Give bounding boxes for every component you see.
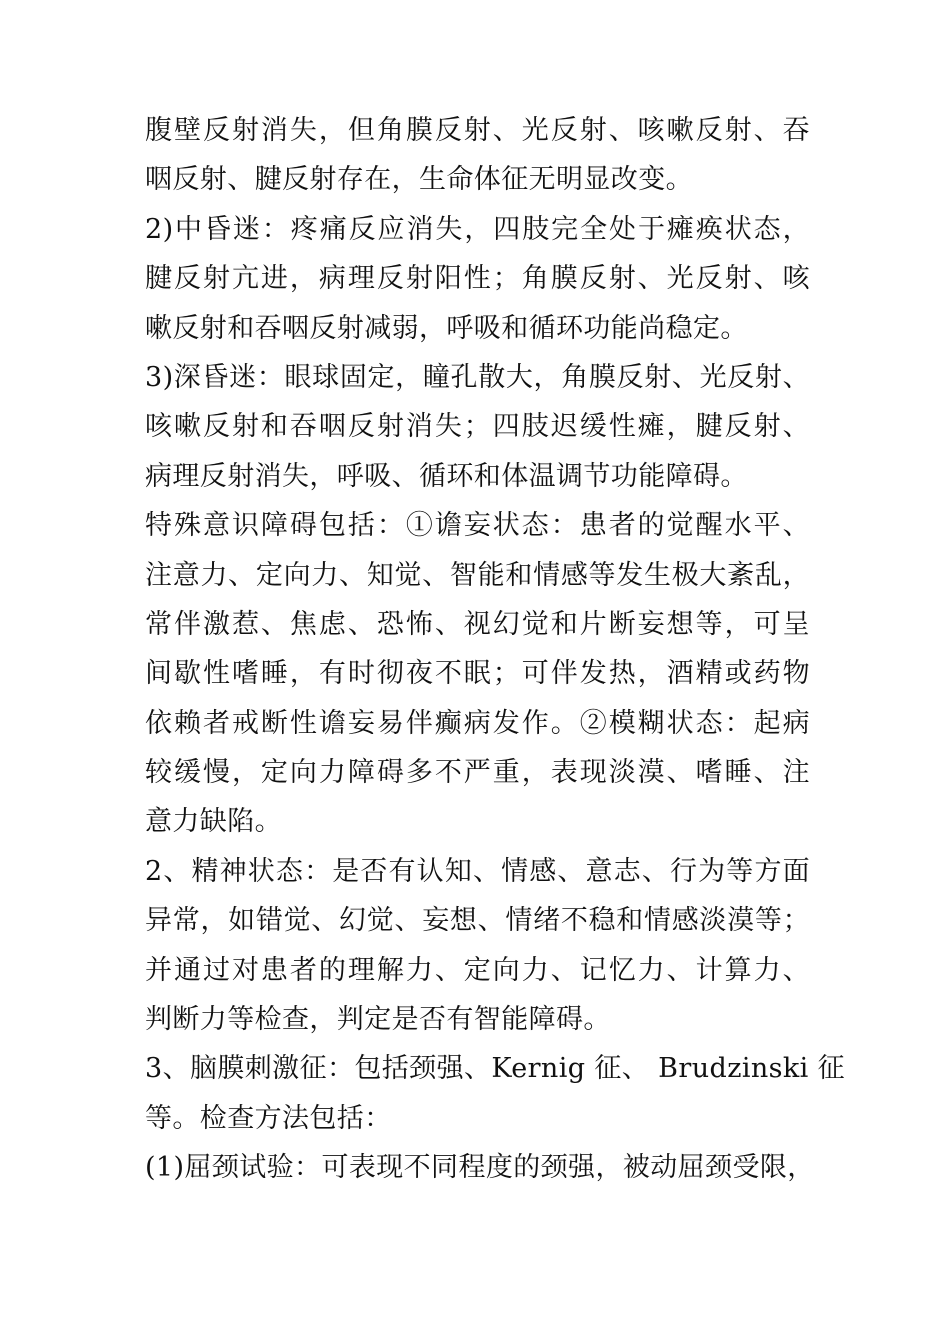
text-line: 间歇性嗜睡，有时彻夜不眠；可伴发热，酒精或药物: [145, 658, 810, 690]
text-line: 咳嗽反射和吞咽反射消失；四肢迟缓性瘫，腱反射、: [145, 411, 810, 443]
document-body: [145, 106, 846, 1193]
text-line: 异常，如错觉、幻觉、妄想、情绪不稳和情感淡漠等；: [145, 905, 810, 937]
text-line: 2、精神状态：是否有认知、情感、意志、行为等方面: [145, 855, 810, 887]
text-line: (1)屈颈试验：可表现不同程度的颈强，被动屈颈受限，: [145, 1152, 815, 1184]
text-line: 常伴激惹、焦虑、恐怖、视幻觉和片断妄想等，可呈: [145, 608, 810, 640]
text-line: 腹壁反射消失，但角膜反射、光反射、咳嗽反射、吞: [145, 115, 810, 146]
text-line: 腱反射亢进，病理反射阳性；角膜反射、光反射、咳: [145, 263, 810, 295]
text-line: 判断力等检查，判定是否有智能障碍。: [145, 1004, 611, 1036]
text-line: 依赖者戒断性谵妄易伴癫病发作。②模糊状态：起病: [145, 707, 810, 739]
text-line: 嗽反射和吞咽反射减弱，呼吸和循环功能尚稳定。: [145, 312, 748, 344]
text-line: 并通过对患者的理解力、定向力、记忆力、计算力、: [145, 954, 810, 986]
text-line: 咽反射、腱反射存在，生命体征无明显改变。: [145, 164, 693, 196]
text-line: 较缓慢，定向力障碍多不严重，表现淡漠、嗜睡、注: [145, 757, 810, 789]
text-line: 注意力、定向力、知觉、智能和情感等发生极大紊乱，: [145, 559, 810, 591]
text-line: 2)中昏迷：疼痛反应消失，四肢完全处于瘫痪状态，: [145, 213, 810, 245]
text-line: 意力缺陷。: [145, 806, 282, 838]
text-line: 等。检查方法包括：: [145, 1102, 392, 1134]
text-line: 3)深昏迷：眼球固定，瞳孔散大，角膜反射、光反射、: [145, 361, 810, 393]
text-line: 3、脑膜刺激征：包括颈强、Kernig 征、 Brudzinski 征: [145, 1053, 846, 1085]
text-line: 病理反射消失，呼吸、循环和体温调节功能障碍。: [145, 460, 748, 492]
text-line: 特殊意识障碍包括：①谵妄状态：患者的觉醒水平、: [145, 510, 810, 542]
